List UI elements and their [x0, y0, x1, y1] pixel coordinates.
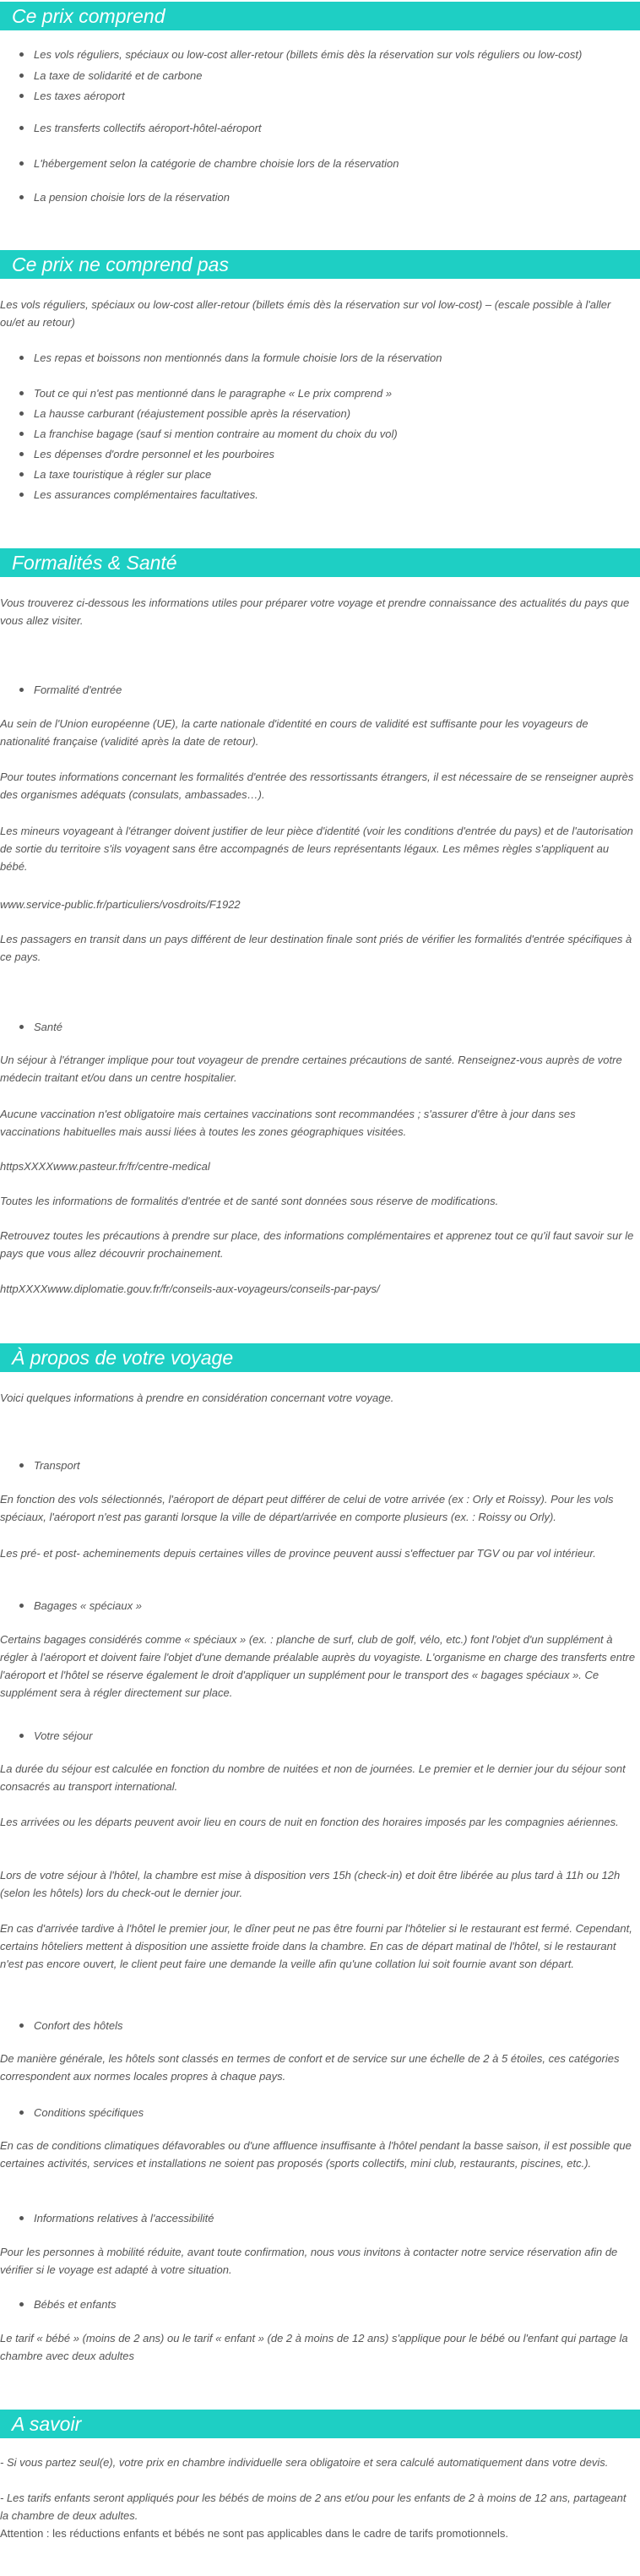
list-item: Les assurances complémentaires facultatives.: [34, 486, 638, 504]
paragraph: Les arrivées ou les départs peuvent avoir lieu en cours de nuit en fonction des horaires imposés par les compagnies aériennes.: [0, 1816, 619, 1828]
paragraph: Au sein de l'Union européenne (UE), la carte nationale d'identité en cours de validité est suffisante pour les voyageurs de nationalité française (validité après la date de retour).: [0, 717, 588, 748]
list-item: La hausse carburant (réajustement possible après la réservation): [34, 405, 638, 422]
list-item: Les taxes aéroport: [34, 87, 638, 105]
list-item: La franchise bagage (sauf si mention contraire au moment du choix du vol): [34, 425, 638, 443]
paragraph: En cas d'arrivée tardive à l'hôtel le premier jour, le dîner peut ne pas être fourni par l'hôtelier si le restaurant est fermé. Cependant, certains hôteliers mettent à disposition une assiette froide dans la chambre. En cas de départ matinal de l'hôtel, si le restaurant n'est pas encore ouvert, le client peut faire une demande la veille afin qu'une collation lui soit fournie avant son départ.: [0, 1922, 632, 1970]
link-diplomatie[interactable]: httpXXXXwww.diplomatie.gouv.fr/fr/conseils-aux-voyageurs/conseils-par-pays/: [0, 1283, 380, 1295]
intro-paragraph: Vous trouverez ci-dessous les informations utiles pour préparer votre voyage et prendre connaissance des actualités du pays que vous allez visiter.: [0, 596, 630, 627]
subsection-heading-accessibilite: Informations relatives à l'accessibilité: [34, 2209, 638, 2227]
subsection-heading-conditions: Conditions spécifiques: [34, 2104, 638, 2121]
paragraph: En cas de conditions climatiques défavorables ou d'une affluence insuffisante à l'hôtel pendant la basse saison, il est possible que certaines activités, services et installations ne soient pas proposés (sports collectifs, mini club, restaurants, piscines, etc.).: [0, 2139, 632, 2170]
section-title-ce-prix-comprend: Ce prix comprend: [0, 2, 640, 30]
paragraph: Les pré- et post- acheminements depuis certaines villes de province peuvent aussi s'effectuer par TGV ou par vol intérieur.: [0, 1547, 596, 1560]
paragraph: Certains bagages considérés comme « spéciaux » (ex. : planche de surf, club de golf, vélo, etc.) font l'objet d'un supplément à régler à l'aéroport et doivent faire l'objet d'une demande préalable auprès du voyagiste. L'organisme en charge des transferts entre l'aéroport et l'hôtel se réserve également le droit d'appliquer un supplément pour le transport des « bagages spéciaux ». Ce supplément sera à régler directement sur place.: [0, 1633, 636, 1699]
list-item: Les vols réguliers, spéciaux ou low-cost aller-retour (billets émis dès la réservation sur vols réguliers ou low-cost): [34, 46, 638, 63]
subsection-heading-sejour: Votre séjour: [34, 1727, 638, 1745]
link-service-public[interactable]: www.service-public.fr/particuliers/vosdroits/F1922: [0, 898, 241, 911]
section-title-formalites-sante: Formalités & Santé: [0, 548, 640, 577]
subsection-heading-bagages: Bagages « spéciaux »: [34, 1597, 638, 1615]
paragraph: Pour toutes informations concernant les formalités d'entrée des ressortissants étrangers, il est nécessaire de se renseigner auprès des organismes adéquats (consulats, ambassades…).: [0, 771, 634, 801]
link-pasteur[interactable]: httpsXXXXwww.pasteur.fr/fr/centre-medical: [0, 1160, 210, 1173]
paragraph: De manière générale, les hôtels sont classés en termes de confort et de service sur une échelle de 2 à 5 étoiles, ces catégories correspondent aux normes locales propres à chaque pays.: [0, 2052, 620, 2083]
paragraph: Les passagers en transit dans un pays différent de leur destination finale sont priés de vérifier les formalités d'entrée spécifiques à ce pays.: [0, 933, 632, 963]
info-line: - Si vous partez seul(e), votre prix en chambre individuelle sera obligatoire et sera calculé automatiquement dans votre devis.: [0, 2456, 609, 2469]
subsection-heading-formalite-entree: Formalité d'entrée: [34, 681, 638, 699]
paragraph: Lors de votre séjour à l'hôtel, la chambre est mise à disposition vers 15h (check-in) et doit être libérée au plus tard à 11h ou 12h (selon les hôtels) lors du check-out le dernier jour.: [0, 1869, 621, 1899]
intro-paragraph: Voici quelques informations à prendre en considération concernant votre voyage.: [0, 1391, 394, 1404]
paragraph: Retrouvez toutes les précautions à prendre sur place, des informations complémentaires et apprenez tout ce qu'il faut savoir sur le pays que vous allez découvrir prochainement.: [0, 1229, 634, 1260]
subsection-heading-confort: Confort des hôtels: [34, 2017, 638, 2034]
list-item: Les transferts collectifs aéroport-hôtel-aéroport: [34, 119, 638, 137]
list-item: La pension choisie lors de la réservation: [34, 188, 638, 206]
list-item: L'hébergement selon la catégorie de chambre choisie lors de la réservation: [34, 155, 638, 172]
subsection-heading-sante: Santé: [34, 1018, 638, 1036]
paragraph: Toutes les informations de formalités d'entrée et de santé sont données sous réserve de modifications.: [0, 1195, 499, 1207]
subsection-heading-bebes-enfants: Bébés et enfants: [34, 2296, 638, 2313]
section-title-ce-prix-ne-comprend-pas: Ce prix ne comprend pas: [0, 250, 640, 279]
section-title-a-propos: À propos de votre voyage: [0, 1343, 640, 1372]
list-item: Tout ce qui n'est pas mentionné dans le paragraphe « Le prix comprend »: [34, 384, 638, 402]
section-title-a-savoir: A savoir: [0, 2410, 640, 2438]
info-line: - Les tarifs enfants seront appliqués pour les bébés de moins de 2 ans et/ou pour les enfants de 2 à moins de 12 ans, partageant la chambre de deux adultes.: [0, 2492, 626, 2522]
paragraph: En fonction des vols sélectionnés, l'aéroport de départ peut différer de celui de votre arrivée (ex : Orly et Roissy). Pour les vols spéciaux, l'aéroport n'est pas garanti lorsque la ville de départ/arrivée en comporte plusieurs (ex. : Roissy ou Orly).: [0, 1493, 614, 1523]
paragraph: Les mineurs voyageant à l'étranger doivent justifier de leur pièce d'identité (voir les conditions d'entrée du pays) et de l'autorisation de sortie du territoire s'ils voyagent sans être accompagnés de leurs représentants légaux. Les mêmes règles s'appliquent au bébé.: [0, 825, 633, 873]
paragraph: Un séjour à l'étranger implique pour tout voyageur de prendre certaines précautions de santé. Renseignez-vous auprès de votre médecin traitant et/ou dans un centre hospitalier.: [0, 1054, 622, 1084]
paragraph: Pour les personnes à mobilité réduite, avant toute confirmation, nous vous invitons à contacter notre service réservation afin de vérifier si le voyage est adapté à votre situation.: [0, 2246, 618, 2276]
list-item: La taxe touristique à régler sur place: [34, 466, 638, 483]
list-item: La taxe de solidarité et de carbone: [34, 67, 638, 84]
paragraph: La durée du séjour est calculée en fonction du nombre de nuitées et non de journées. Le premier et le dernier jour du séjour sont consacrés au transport international.: [0, 1762, 626, 1793]
paragraph: Aucune vaccination n'est obligatoire mais certaines vaccinations sont recommandées ; s'assurer d'être à jour dans ses vaccinations habituelles mais aussi liées à toutes les zones géographiques visitées.: [0, 1108, 576, 1138]
info-line-attention: Attention : les réductions enfants et bébés ne sont pas applicables dans le cadre de tarifs promotionnels.: [0, 2527, 508, 2540]
list-item: Les repas et boissons non mentionnés dans la formule choisie lors de la réservation: [34, 349, 638, 367]
paragraph: Le tarif « bébé » (moins de 2 ans) ou le tarif « enfant » (de 2 à moins de 12 ans) s'applique pour le bébé ou l'enfant qui partage la chambre avec deux adultes: [0, 2332, 628, 2362]
subsection-heading-transport: Transport: [34, 1457, 638, 1474]
list-item: Les dépenses d'ordre personnel et les pourboires: [34, 445, 638, 463]
intro-paragraph: Les vols réguliers, spéciaux ou low-cost aller-retour (billets émis dès la réservation sur vol low-cost) – (escale possible à l'aller ou/et au retour): [0, 298, 611, 329]
